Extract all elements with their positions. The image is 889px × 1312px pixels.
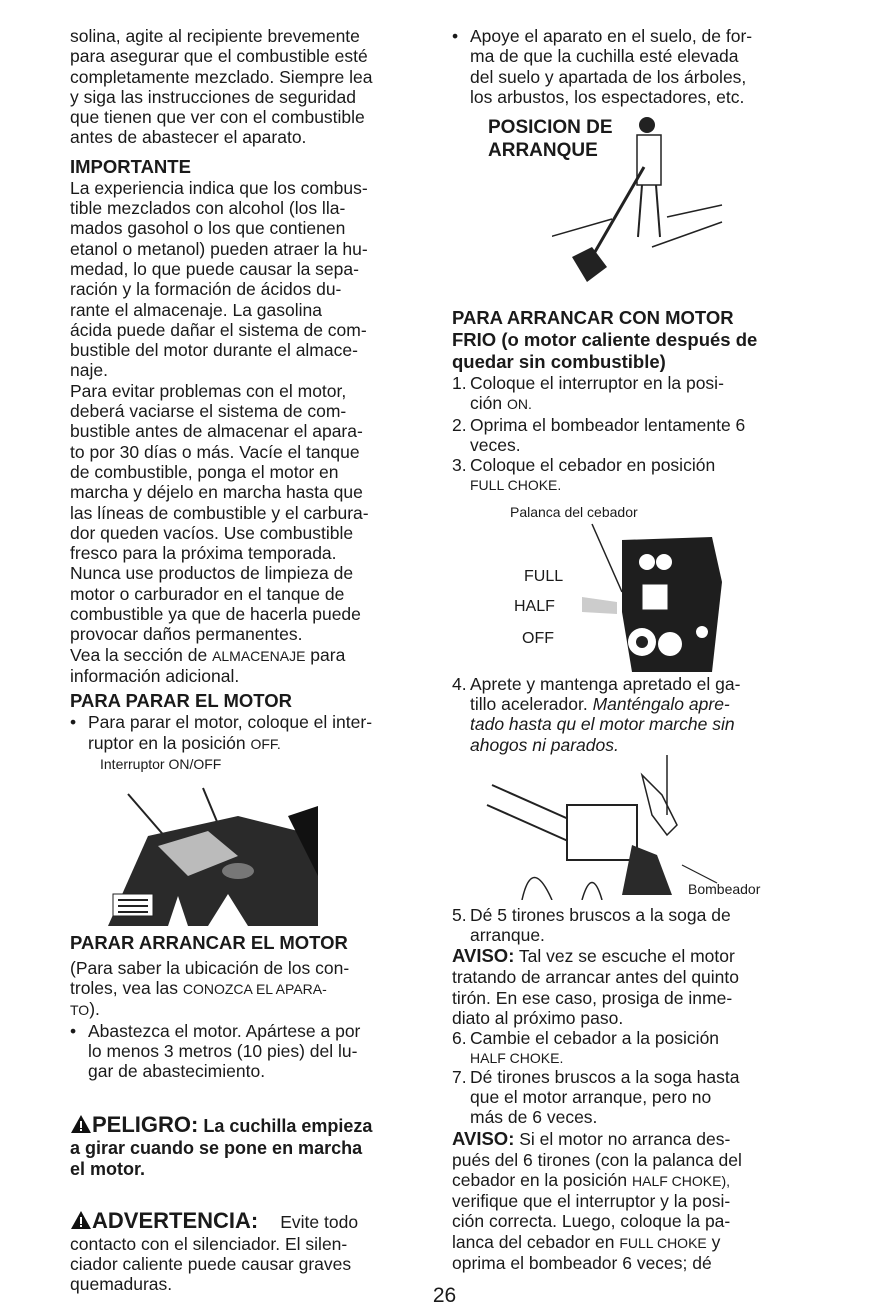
left-column [70,26,410,1294]
primer-illustration [482,755,732,900]
step-4: 4. Aprete y mantenga apretado el ga- tillo acelerador. Manténgalo apre- tado hasta qu el motor marche sin ahogos ni parados. [452,673,741,755]
step-1: 1. Coloque el interruptor en la posi- ción ON. [452,373,724,414]
intro-paragraph: solina, agite al recipiente brevemente para asegurar que el combustible esté completamente mezclado. Siempre lea y siga las instrucciones de seguridad que tienen que ver con el combustible antes de abastecer el aparato. [70,26,373,148]
choke-half-label: HALF [514,597,555,615]
step-3: 3. Coloque el cebador en posición FULL CHOKE. [452,455,716,493]
cold-start-heading: PARA ARRANCAR CON MOTOR FRIO (o motor caliente después de quedar sin combustible) [452,307,758,373]
primer-bulb-figure [452,755,802,905]
ground-bullet: • Apoye el aparato en el suelo, de for- ma de que la cuchilla esté elevada del suelo y apartada de los árboles, los arbustos, los espectadores, etc. [452,26,753,107]
notice-2: AVISO: Si el motor no arranca des- pués del 6 tirones (con la palanca del cebador en la posición HALF CHOKE), verifique que el interruptor y la posi- ción correcta. Luego, coloque la pa- lanca del cebador en FULL CHOKE y oprima el bombeador 6 veces; dé [452,1127,742,1274]
step-7: 7. Dé tirones bruscos a la soga hasta que el motor arranque, pero no más de 6 veces. [452,1066,740,1128]
on-off-switch-figure [70,756,410,924]
primer-caption: Bombeador [688,880,761,897]
switch-illustration [88,776,328,926]
switch-caption: Interruptor ON/OFF [100,755,222,772]
storage-reference: ALMACENAJE [212,647,306,664]
warning-triangle-icon [70,1114,92,1134]
start-engine-heading: PARAR ARRANCAR EL MOTOR [70,931,348,953]
important-heading: IMPORTANTE [70,155,191,177]
page-number: 26 [432,1284,457,1307]
choke-off-label: OFF [522,629,554,647]
stop-engine-heading: PARA PARAR EL MOTOR [70,690,293,712]
choke-full-label: FULL [524,567,564,585]
danger-notice: PELIGRO: La cuchilla empieza a girar cuando se pone en marcha el motor. [70,1111,373,1179]
operator-illustration [552,107,752,297]
stop-engine-bullet: • Para parar el motor, coloque el inter- ruptor en la posición OFF. [70,712,373,753]
choke-illustration [562,522,722,672]
choke-caption: Palanca del cebador [510,503,638,520]
start-engine-intro: (Para saber la ubicación de los con- troles, vea las CONOZCA EL APARA- TO). [70,957,350,1020]
starting-position-figure: POSICION DE ARRANQUE [452,107,802,297]
fuel-bullet: • Abastezca el motor. Apártese a por lo menos 3 metros (10 pies) del lu- gar de abastecimiento. [70,1020,361,1082]
notice-1: AVISO: Tal vez se escuche el motor tratando de arrancar antes del quinto tirón. En ese caso, prosiga de inme- diato al próximo paso. [452,945,739,1029]
important-paragraph: La experiencia indica que los combus- tible mezclados con alcohol (los lla- mados gasohol o los que contienen etanol o metanol) pueden atraer la hu- medad, lo que puede causar la sepa- ración y la formación de ácidos du- rante el almacenaje. La gasolina ácida puede dañar el sistema de com- bustible del motor durante el almace- naje. Para evitar problemas con el motor, deberá vaciarse el sistema de com- bustible antes de almacenar el apara- to por 30 días o más. Vacíe el tanque de combustible, ponga el motor en marcha y déjelo en marcha hasta que las líneas de combustible y el carbura- dor queden vacíos. Use combustible fresco para la próxima temporada. Nunca use productos de limpieza de motor o carburador en el tanque de combustible ya que de hacerla puede provocar daños permanentes. Vea la sección de ALMACENAJE para información adicional. [70,177,369,686]
step-6: 6. Cambie el cebador a la posición HALF CHOKE. [452,1028,720,1066]
warning-triangle-icon [70,1210,92,1230]
step-5: 5. Dé 5 tirones bruscos a la soga de arranque. [452,904,731,946]
right-column [452,26,802,1273]
choke-lever-figure [452,504,802,674]
step-2: 2. Oprima el bombeador lentamente 6 veces. [452,414,746,456]
warning-notice: ADVERTENCIA: Evite todo contacto con el silenciador. El silen- ciador caliente puede causar graves quemaduras. [70,1207,359,1295]
